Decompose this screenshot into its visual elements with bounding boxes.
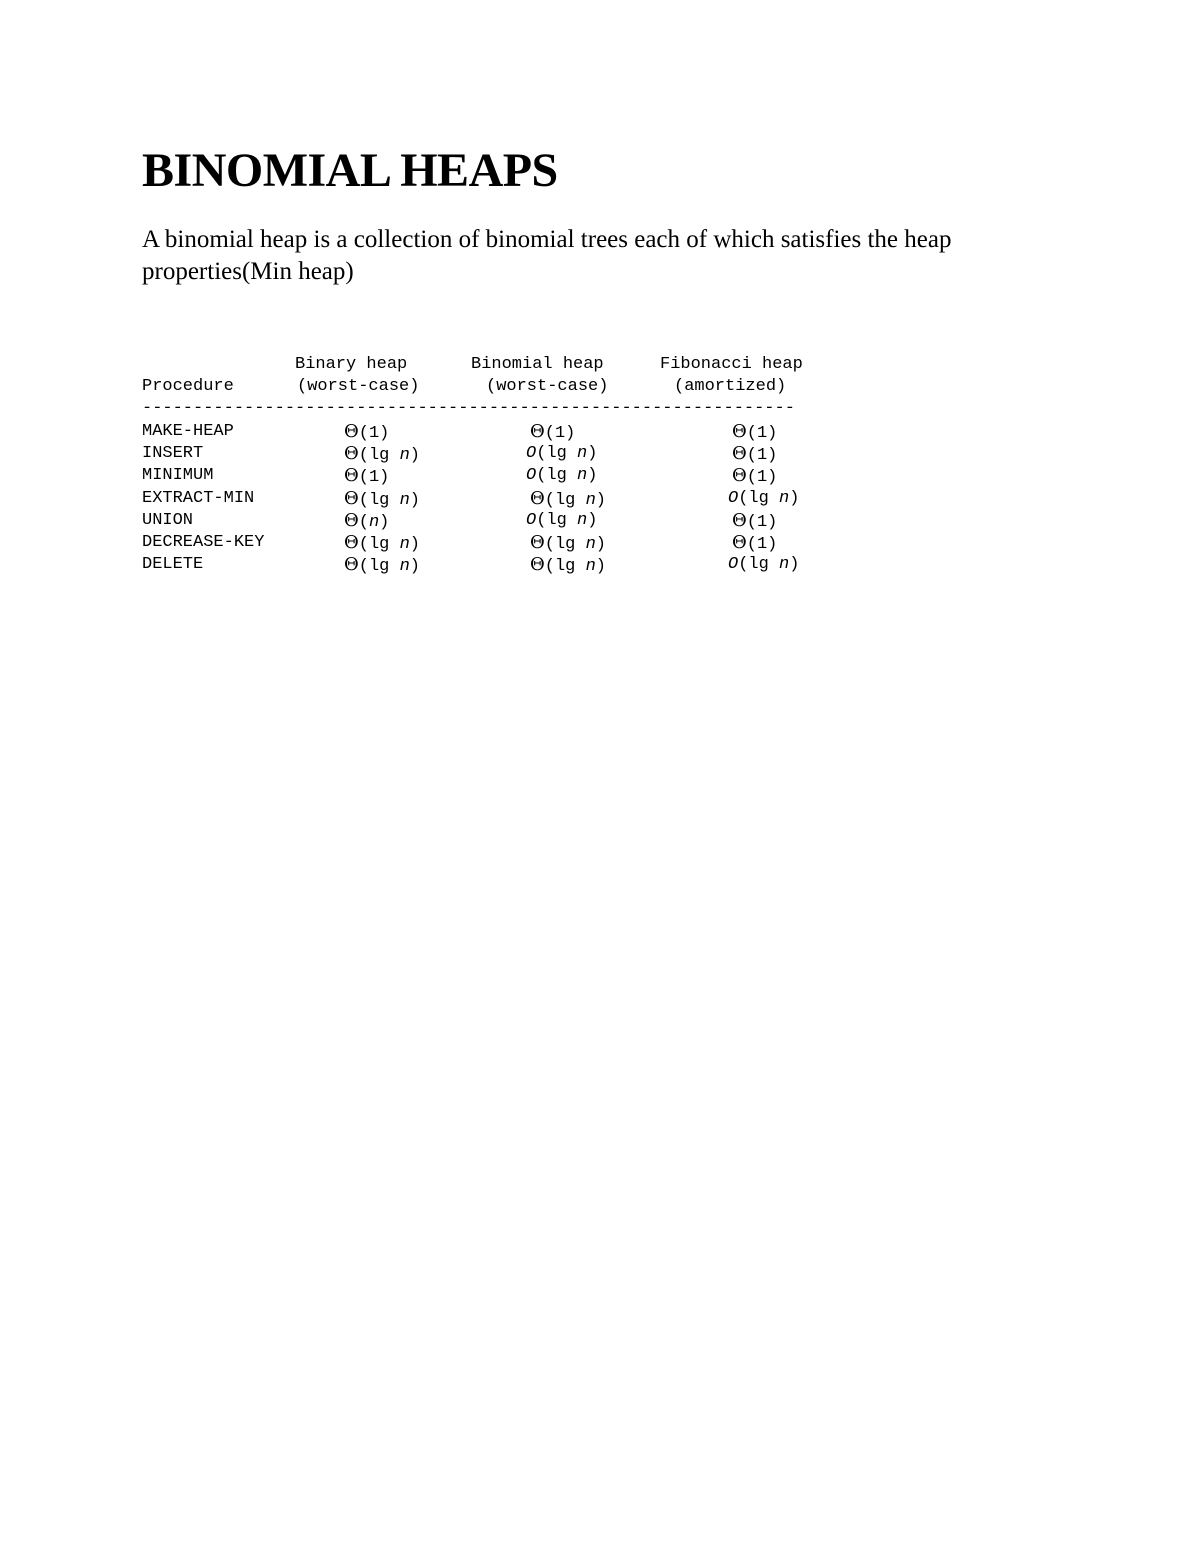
header-binomial-case: (worst-case) xyxy=(486,377,609,396)
cell-binary: Θ(lg n) xyxy=(344,531,420,554)
table-row xyxy=(142,554,872,576)
cell-binomial: O(lg n) xyxy=(526,466,598,486)
cell-binomial: Θ(lg n) xyxy=(530,487,606,510)
cell-binary: Θ(lg n) xyxy=(344,443,420,466)
header-binary-heap: Binary heap xyxy=(295,355,408,374)
cell-procedure: MAKE-HEAP xyxy=(142,422,234,441)
cell-fibonacci: Θ(1) xyxy=(732,465,778,488)
cell-fibonacci: Θ(1) xyxy=(732,421,778,443)
cell-binomial: Θ(lg n) xyxy=(530,531,606,554)
cell-procedure: DECREASE-KEY xyxy=(142,532,265,552)
cell-binomial: O(lg n) xyxy=(526,510,598,530)
cell-binary: Θ(lg n) xyxy=(344,487,420,510)
table-row xyxy=(142,421,872,443)
header-binomial-heap: Binomial heap xyxy=(471,355,604,374)
table-header-bottom xyxy=(142,376,872,398)
cell-binomial: O(lg n) xyxy=(526,444,598,464)
cell-fibonacci: O(lg n) xyxy=(728,488,800,508)
table-divider: ---------------------------------------------------------------- xyxy=(142,399,795,418)
cell-fibonacci: Θ(1) xyxy=(732,509,778,532)
table-row xyxy=(142,532,872,554)
cell-binomial: Θ(1) xyxy=(530,421,576,443)
cell-binary: Θ(lg n) xyxy=(344,554,420,577)
header-fibonacci-heap: Fibonacci heap xyxy=(660,355,803,374)
cell-binary: Θ(n) xyxy=(344,509,390,532)
cell-binary: Θ(1) xyxy=(344,465,390,488)
cell-procedure: EXTRACT-MIN xyxy=(142,488,255,508)
cell-procedure: INSERT xyxy=(142,444,204,464)
intro-paragraph: A binomial heap is a collection of binomial trees each of which satisfies the heap properties(Min heap) xyxy=(142,226,952,285)
cell-binomial: Θ(lg n) xyxy=(530,554,606,577)
comparison-table xyxy=(142,354,872,576)
cell-procedure: MINIMUM xyxy=(142,466,214,486)
cell-binary: Θ(1) xyxy=(344,421,390,443)
table-row xyxy=(142,443,872,465)
cell-fibonacci: O(lg n) xyxy=(728,555,800,575)
table-row xyxy=(142,488,872,510)
table-row xyxy=(142,465,872,487)
table-header-top xyxy=(142,354,872,376)
cell-fibonacci: Θ(1) xyxy=(732,443,778,466)
header-fibonacci-case: (amortized) xyxy=(674,377,787,396)
cell-fibonacci: Θ(1) xyxy=(732,531,778,554)
header-binary-case: (worst-case) xyxy=(297,377,420,396)
cell-procedure: UNION xyxy=(142,510,194,530)
header-procedure: Procedure xyxy=(142,377,234,396)
cell-procedure: DELETE xyxy=(142,555,204,575)
page-title: BINOMIAL HEAPS xyxy=(142,144,558,197)
table-body xyxy=(142,421,872,576)
table-row xyxy=(142,510,872,532)
